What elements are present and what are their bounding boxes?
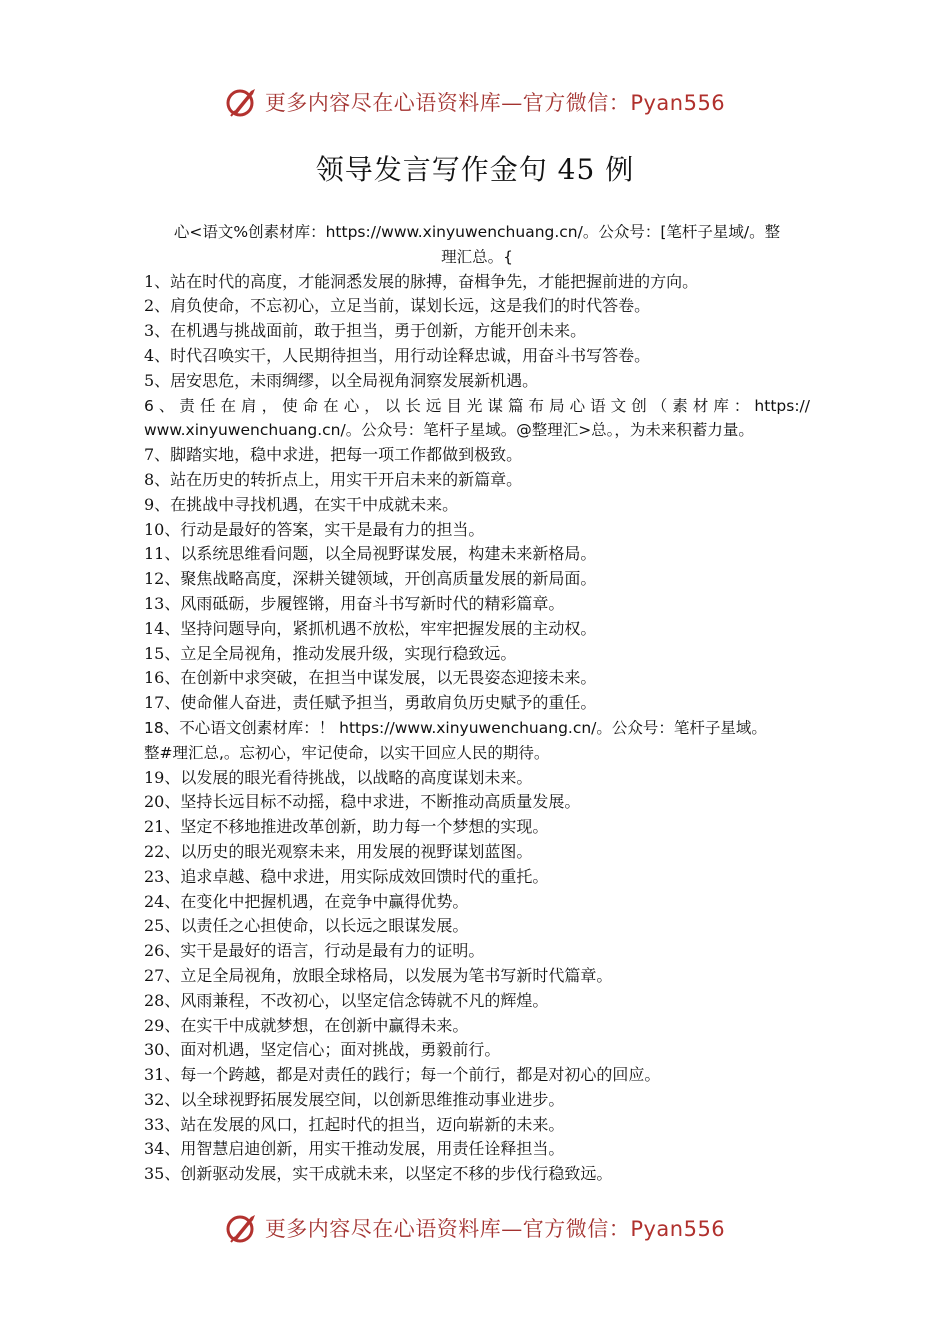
- list-item: 12、聚焦战略高度，深耕关键领域，开创高质量发展的新局面。: [144, 569, 597, 589]
- list-item: 28、风雨兼程，不改初心，以坚定信念铸就不凡的辉煌。: [144, 990, 549, 1010]
- list-item-continued: 整#理汇总,。忘初心，牢记使命，以实干回应人民的期待。: [144, 743, 550, 762]
- footer-banner: [0, 1206, 950, 1250]
- list-item: 7、脚踏实地，稳中求进，把每一项工作都做到极致。: [144, 445, 523, 465]
- document-title: 领导发言写作金句 45 例: [315, 153, 635, 186]
- list-item: 6、责任在肩，使命在心，以长远目光谋篇布局心语文创（素材库：https://: [144, 396, 810, 415]
- list-item: 20、坚持长远目标不动摇，稳中求进，不断推动高质量发展。: [144, 792, 581, 812]
- list-item: 24、在变化中把握机遇，在竞争中赢得优势。: [144, 891, 469, 911]
- list-item: 14、坚持问题导向，紧抓机遇不放松，牢牢把握发展的主动权。: [144, 618, 597, 638]
- list-item: 11、以系统思维看问题，以全局视野谋发展，构建未来新格局。: [144, 544, 597, 564]
- list-item: 15、立足全局视角，推动发展升级，实现行稳致远。: [144, 643, 517, 663]
- banner-text: 更多内容尽在心语资料库—官方微信：Pyan556: [264, 91, 726, 115]
- list-item: 4、时代召唤实干，人民期待担当，用行动诠释忠诚，用奋斗书写答卷。: [144, 345, 651, 365]
- list-item: 26、实干是最好的语言，行动是最有力的证明。: [144, 941, 485, 961]
- list-item: 23、追求卓越、稳中求进，用实际成效回馈时代的重托。: [144, 866, 549, 886]
- list-item: 1、站在时代的高度，才能洞悉发展的脉搏，奋楫争先，才能把握前进的方向。: [144, 271, 699, 291]
- quill-pen-logo-icon: [225, 1211, 259, 1245]
- banner-text: 更多内容尽在心语资料库—官方微信：Pyan556: [264, 1217, 726, 1241]
- list-item: 33、站在发展的风口，扛起时代的担当，迈向崭新的未来。: [144, 1114, 565, 1134]
- list-item: 34、用智慧启迪创新，用实干推动发展，用责任诠释担当。: [144, 1139, 565, 1159]
- list-item: 13、风雨砥砺，步履铿锵，用奋斗书写新时代的精彩篇章。: [144, 593, 565, 613]
- list-item: 16、在创新中求突破，在担当中谋发展，以无畏姿态迎接未来。: [144, 668, 597, 688]
- list-item: 9、在挑战中寻找机遇，在实干中成就未来。: [144, 494, 459, 514]
- source-notice-line-1: 心<语文%创素材库：https://www.xinyuwenchuang.cn/。公众号：[笔杆子星域/。整: [173, 223, 781, 241]
- source-notice-line-2: 理汇总。{: [441, 247, 513, 266]
- document-body: [144, 220, 810, 1187]
- list-item: 3、在机遇与挑战面前，敢于担当，勇于创新，方能开创未来。: [144, 321, 587, 341]
- list-item: 17、使命催人奋进，责任赋予担当，勇敢肩负历史赋予的重任。: [144, 693, 597, 713]
- list-item: 22、以历史的眼光观察未来，用发展的视野谋划蓝图。: [144, 841, 533, 861]
- list-item: 29、在实干中成就梦想，在创新中赢得未来。: [144, 1015, 469, 1035]
- wechat-id: Pyan556: [630, 91, 726, 115]
- list-item: 25、以责任之心担使命，以长远之眼谋发展。: [144, 916, 469, 936]
- list-item: 30、面对机遇，坚定信心；面对挑战，勇毅前行。: [144, 1040, 501, 1060]
- quill-pen-logo-icon: [225, 85, 259, 119]
- list-item: 27、立足全局视角，放眼全球格局，以发展为笔书写新时代篇章。: [144, 965, 613, 985]
- list-item-continued: www.xinyuwenchuang.cn/。公众号：笔杆子星域。@整理汇>总。，为未来积蓄力量。: [144, 421, 754, 440]
- list-item: 10、行动是最好的答案，实干是最有力的担当。: [144, 519, 485, 539]
- list-item: 21、坚定不移地推进改革创新，助力每一个梦想的实现。: [144, 817, 549, 837]
- list-item: 5、居安思危，未雨绸缪，以全局视角洞察发展新机遇。: [144, 370, 539, 390]
- list-item: 32、以全球视野拓展发展空间，以创新思维推动事业进步。: [144, 1089, 565, 1109]
- list-item: 18、不心语文创素材库：！ https://www.xinyuwenchuang.cn/。公众号：笔杆子星域。: [144, 718, 767, 737]
- list-item: 35、创新驱动发展，实干成就未来，以坚定不移的步伐行稳致远。: [144, 1164, 613, 1184]
- list-item: 31、每一个跨越，都是对责任的践行；每一个前行，都是对初心的回应。: [144, 1065, 661, 1085]
- list-item: 2、肩负使命，不忘初心，立足当前，谋划长远，这是我们的时代答卷。: [144, 296, 651, 316]
- list-item: 8、站在历史的转折点上，用实干开启未来的新篇章。: [144, 469, 523, 489]
- list-item: 19、以发展的眼光看待挑战，以战略的高度谋划未来。: [144, 767, 533, 787]
- wechat-id: Pyan556: [630, 1217, 726, 1241]
- header-banner: [0, 80, 950, 124]
